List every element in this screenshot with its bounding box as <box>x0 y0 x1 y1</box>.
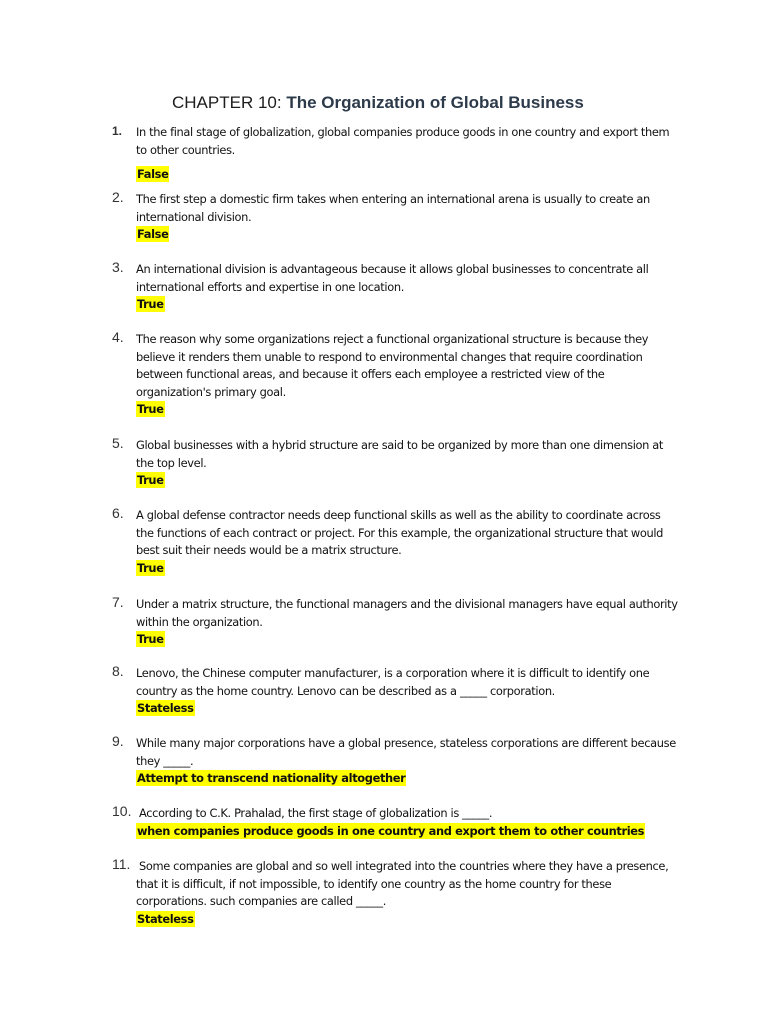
question-number: 8. <box>112 663 124 679</box>
question-text: The first step a domestic firm takes when entering an international arena is usually to create an international division. <box>136 192 650 224</box>
answer-highlight: when companies produce goods in one country and export them to other countries <box>137 823 645 838</box>
question-number: 9. <box>112 733 124 749</box>
question-text: Global businesses with a hybrid structure are said to be organized by more than one dimension at the top level. <box>136 438 664 470</box>
answer-highlight: True <box>137 560 164 575</box>
chapter-title <box>172 93 584 113</box>
answer-highlight: True <box>137 297 164 311</box>
answer-highlight: True <box>137 632 164 646</box>
answer-highlight: False <box>137 227 169 241</box>
question-number: 4. <box>112 329 124 345</box>
answer-highlight: False <box>137 167 169 181</box>
question-number: 3. <box>112 259 124 275</box>
question-text: The reason why some organizations reject a functional organizational structure is because they believe it renders them unable to respond to environmental changes that require coordination between functional areas, and because it offers each employee a restricted view of the organization's primary goal. <box>136 332 649 399</box>
question-number: 2. <box>112 189 124 205</box>
question-number: 11. <box>112 856 131 872</box>
question-text: While many major corporations have a global presence, stateless corporations are different because they _____. <box>136 736 676 768</box>
question-text: Some companies are global and so well integrated into the countries where they have a presence, that it is difficult, if not impossible, to identify one country as the home country for these corporations. such companies are called _____. <box>136 859 669 908</box>
question-text: A global defense contractor needs deep functional skills as well as the ability to coordinate across the functions of each contract or project. For this example, the organizational structure that would best suit their needs would be a matrix structure. <box>136 508 664 557</box>
question-number: 7. <box>112 594 124 610</box>
question-number: 6. <box>112 505 124 521</box>
question-number: 5. <box>112 435 124 451</box>
question-text: Lenovo, the Chinese computer manufacturer, is a corporation where it is difficult to identify one country as the home country. Lenovo can be described as a _____ corporation. <box>136 666 650 698</box>
answer-highlight: Attempt to transcend nationality altogether <box>137 771 406 785</box>
answer-highlight: True <box>137 473 164 487</box>
question-text: An international division is advantageous because it allows global businesses to concentrate all international efforts and expertise in one location. <box>136 262 649 294</box>
answer-highlight: Stateless <box>137 911 194 926</box>
chapter-subject: The Organization of Global Business <box>286 93 584 112</box>
question-number: 10. <box>112 803 132 819</box>
question-number: 1. <box>112 124 123 138</box>
chapter-label: CHAPTER 10: <box>172 93 287 112</box>
question-text: According to C.K. Prahalad, the first stage of globalization is _____. <box>139 806 493 820</box>
answer-highlight: Stateless <box>137 701 194 715</box>
answer-highlight: True <box>137 402 164 416</box>
question-text: In the final stage of globalization, global companies produce goods in one country and export them to other countries. <box>136 125 670 157</box>
question-text: Under a matrix structure, the functional managers and the divisional managers have equal authority within the organization. <box>136 597 678 629</box>
